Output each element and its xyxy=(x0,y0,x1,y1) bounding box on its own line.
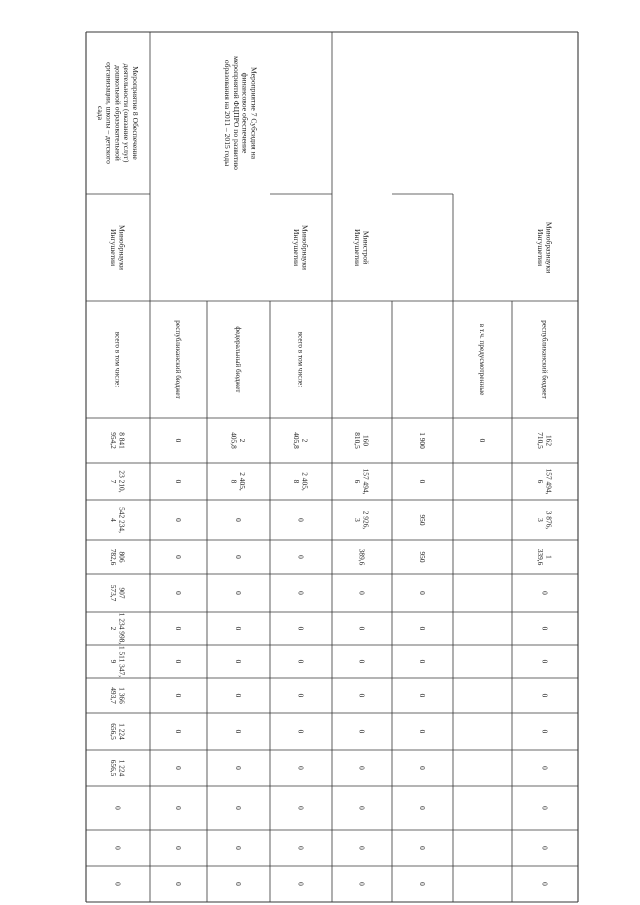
value-cell xyxy=(109,760,127,777)
value-cell-line: 0 xyxy=(173,518,183,522)
value-cell-line: 1 224 xyxy=(117,759,127,777)
value-cell xyxy=(234,660,243,664)
value-cell-line: 0 xyxy=(357,693,367,698)
value-cell-line: 573,7 xyxy=(109,584,119,602)
value-cell-line: 23 210, xyxy=(117,470,127,493)
value-cell-line: 0 xyxy=(540,591,550,595)
source-text-line: федеральный бюджет xyxy=(233,326,242,393)
value-cell xyxy=(113,882,122,886)
value-cell xyxy=(174,627,183,631)
value-cell xyxy=(357,730,366,734)
value-cell-line: 0 xyxy=(417,806,427,810)
value-cell-line: 656,5 xyxy=(109,759,119,777)
value-cell-line: 405,8 xyxy=(229,432,239,449)
value-cell xyxy=(234,730,243,734)
value-cell xyxy=(418,694,427,698)
value-cell-line: 8 xyxy=(292,479,302,484)
value-cell xyxy=(113,806,122,810)
source-text-line: в т.ч. предусмотренные xyxy=(477,323,486,396)
value-cell-line: 160 xyxy=(361,434,371,447)
value-cell xyxy=(418,882,427,886)
value-cell-line: 0 xyxy=(233,626,243,631)
source-text xyxy=(540,320,548,399)
value-cell-line: 0 xyxy=(233,659,243,664)
value-cell xyxy=(296,555,305,559)
value-cell-line: 0 xyxy=(173,555,183,559)
value-cell-line: 0 xyxy=(296,766,306,770)
value-cell xyxy=(234,555,243,559)
value-cell-line: 954,2 xyxy=(109,432,119,449)
value-cell-line: 2 xyxy=(238,438,248,443)
value-cell-line: 0 xyxy=(296,591,306,595)
value-cell-line: 8 xyxy=(229,479,239,484)
value-cell xyxy=(536,432,554,449)
value-cell-line: 0 xyxy=(417,846,427,850)
measure-text xyxy=(223,56,258,170)
value-cell-line: 950 xyxy=(417,514,427,526)
value-cell-line: 3 xyxy=(536,518,546,522)
value-cell-line: 1 511 347, xyxy=(117,645,127,678)
value-cell-line: 2 405, xyxy=(300,472,310,491)
executor-text-line: Минобрнауки xyxy=(117,225,127,270)
value-cell-line: 0 xyxy=(173,766,183,770)
value-cell-line: 157 494, xyxy=(544,468,554,495)
value-cell-line: 1 xyxy=(544,555,554,559)
value-cell-line: 1 900 xyxy=(417,432,427,449)
value-cell-line: 405,8 xyxy=(292,432,302,449)
value-cell xyxy=(174,730,183,734)
value-cell xyxy=(357,882,366,886)
value-cell xyxy=(109,613,127,645)
value-cell xyxy=(296,730,305,734)
value-cell-line: 0 xyxy=(233,555,243,559)
value-cell-line: 2 xyxy=(109,626,119,631)
value-cell-line: 0 xyxy=(173,693,183,698)
value-cell xyxy=(296,882,305,886)
measure-text-line: образования на 2011 – 2015 годы xyxy=(223,59,233,167)
value-cell-line: 0 xyxy=(417,591,427,595)
value-cell-line: 389,6 xyxy=(357,548,367,566)
value-cell-line: 0 xyxy=(417,729,427,734)
value-cell-line: 0 xyxy=(357,846,367,850)
value-cell-line: 0 xyxy=(357,591,367,595)
value-cell-line: 710,5 xyxy=(536,432,546,449)
value-cell xyxy=(536,469,554,495)
measure-text-line: дошкольной образовательной xyxy=(113,65,123,161)
value-cell xyxy=(418,480,427,484)
value-cell xyxy=(174,882,183,886)
measure-text-line: мероприятий ФЦПРО по развитию xyxy=(231,56,241,170)
value-cell-line: 0 xyxy=(296,518,306,522)
value-cell-line: 2 xyxy=(300,438,310,443)
value-cell-line: 6 xyxy=(353,479,363,484)
value-cell xyxy=(418,660,427,664)
value-cell xyxy=(418,846,427,850)
value-cell-line: 0 xyxy=(173,882,183,886)
value-cell xyxy=(174,555,183,559)
value-cell xyxy=(174,518,183,522)
value-cell-line: 0 xyxy=(417,659,427,664)
executor-text-line: Минстрой xyxy=(361,230,371,265)
value-cell-line: 950 xyxy=(417,551,427,563)
value-cell-line: 4 xyxy=(109,518,119,522)
value-cell-line: 0 xyxy=(233,766,243,770)
value-cell-line: 0 xyxy=(233,518,243,522)
measure-text-line: деятельности (оказание услуг) xyxy=(122,63,132,163)
value-cell-line: 0 xyxy=(233,846,243,850)
value-cell-line: 0 xyxy=(113,846,123,850)
value-cell-line: 0 xyxy=(357,766,367,770)
value-cell xyxy=(234,806,243,810)
executor-text-line: Ингушетии xyxy=(352,228,362,267)
value-cell xyxy=(353,511,371,530)
value-cell-line: 810,5 xyxy=(353,432,363,449)
value-cell xyxy=(234,882,243,886)
value-cell-line: 806 xyxy=(117,551,127,563)
value-cell xyxy=(418,432,427,449)
value-cell-line: 907 xyxy=(117,587,127,599)
measure-text-line: финансовое обеспечение xyxy=(240,72,250,154)
value-cell-line: 0 xyxy=(113,806,123,810)
source-text xyxy=(296,332,304,387)
executor-text xyxy=(109,225,127,270)
executor-text xyxy=(353,229,371,266)
source-text-line: республиканский бюджет xyxy=(540,320,549,399)
value-cell-line: 0 xyxy=(417,479,427,484)
value-cell xyxy=(357,660,366,664)
value-cell xyxy=(174,806,183,810)
value-cell xyxy=(296,518,305,522)
value-cell xyxy=(418,514,427,525)
value-cell xyxy=(540,694,549,698)
value-cell-line: 2 405, xyxy=(238,472,248,491)
value-cell xyxy=(357,591,366,595)
value-cell-line: 7 xyxy=(109,479,119,484)
value-cell xyxy=(174,766,183,770)
value-cell-line: 0 xyxy=(173,479,183,484)
value-cell xyxy=(296,694,305,698)
value-cell xyxy=(109,507,127,533)
value-cell xyxy=(234,518,243,522)
value-cell-line: 0 xyxy=(296,693,306,698)
value-cell-line: 0 xyxy=(173,438,183,443)
value-cell xyxy=(109,723,127,740)
value-cell-line: 0 xyxy=(540,766,550,770)
value-cell xyxy=(174,591,183,595)
value-cell-line: 0 xyxy=(540,626,550,631)
value-cell-line: 0 xyxy=(540,806,550,810)
value-cell xyxy=(174,439,183,443)
value-cell-line: 0 xyxy=(233,729,243,734)
value-cell xyxy=(234,846,243,850)
source-text xyxy=(234,326,242,393)
value-cell xyxy=(234,766,243,770)
measure-text-line: сада xyxy=(95,105,105,121)
value-cell-line: 1 224 xyxy=(117,723,127,740)
value-cell-line: 493,7 xyxy=(109,687,119,704)
measure-text-line: организации, школы – детского xyxy=(104,62,114,164)
value-cell-line: 0 xyxy=(173,591,183,595)
value-cell xyxy=(357,766,366,770)
value-cell-line: 3 876, xyxy=(544,510,554,530)
value-cell xyxy=(357,627,366,631)
source-text-line: республиканский бюджет xyxy=(173,320,182,399)
value-cell-line: 0 xyxy=(357,806,367,810)
measure-text-line: Мероприятие 7 Субсидия на xyxy=(249,66,259,160)
value-cell-line: 0 xyxy=(296,846,306,850)
value-cell xyxy=(296,627,305,631)
value-cell-line: 0 xyxy=(417,626,427,631)
measure-text-line: Мероприятие 8 Обеспечение xyxy=(130,66,140,160)
value-cell xyxy=(536,511,554,530)
value-cell-line: 0 xyxy=(540,846,550,850)
value-cell-line: 339,6 xyxy=(536,548,546,566)
value-cell xyxy=(230,472,248,491)
executor-text-line: Ингушетии xyxy=(535,228,545,267)
value-cell-line: 9 xyxy=(109,659,119,664)
value-cell xyxy=(418,591,427,595)
value-cell xyxy=(418,627,427,631)
value-cell-line: 0 xyxy=(357,729,367,734)
value-cell-line: 0 xyxy=(417,766,427,770)
value-cell xyxy=(418,551,427,562)
executor-text xyxy=(292,225,310,270)
value-cell-line: 0 xyxy=(233,693,243,698)
value-cell-line: 0 xyxy=(477,438,487,443)
value-cell-line: 1 234 998, xyxy=(117,612,127,645)
value-cell-line: 3 xyxy=(353,518,363,522)
value-cell xyxy=(109,432,127,449)
value-cell-line: 0 xyxy=(296,659,306,664)
value-cell-line: 0 xyxy=(173,806,183,810)
value-cell-line: 0 xyxy=(417,693,427,698)
value-cell xyxy=(540,882,549,886)
executor-text-line: Минобрнауки xyxy=(300,225,310,270)
source-text-line: всего в том числе: xyxy=(296,331,305,388)
value-cell xyxy=(234,694,243,698)
value-cell xyxy=(357,846,366,850)
value-cell-line: 1 366 xyxy=(117,687,127,704)
executor-text-line: Ингушетии xyxy=(291,228,301,267)
measure-text xyxy=(96,62,140,164)
value-cell xyxy=(296,766,305,770)
value-cell xyxy=(540,627,549,631)
value-cell xyxy=(353,469,371,495)
value-cell xyxy=(357,549,366,566)
value-cell xyxy=(418,730,427,734)
value-cell-line: 782,6 xyxy=(109,548,119,566)
value-cell-line: 0 xyxy=(417,882,427,886)
value-cell xyxy=(292,432,310,449)
value-cell-line: 0 xyxy=(357,659,367,664)
value-cell xyxy=(418,766,427,770)
value-cell xyxy=(296,846,305,850)
value-cell-line: 0 xyxy=(296,555,306,559)
value-cell-line: 0 xyxy=(296,626,306,631)
value-cell xyxy=(540,730,549,734)
value-cell xyxy=(234,591,243,595)
value-cell-line: 8 841 xyxy=(117,432,127,449)
value-cell xyxy=(418,806,427,810)
executor-text-line: Минобразнауки xyxy=(544,221,554,274)
value-cell-line: 0 xyxy=(540,693,550,698)
value-cell xyxy=(478,439,487,443)
source-text xyxy=(478,324,486,396)
value-cell xyxy=(109,687,127,704)
value-cell-line: 0 xyxy=(357,882,367,886)
value-cell-line: 0 xyxy=(540,882,550,886)
value-cell-line: 0 xyxy=(296,882,306,886)
value-cell-line: 542 234, xyxy=(117,507,127,533)
value-cell-line: 0 xyxy=(173,729,183,734)
value-cell xyxy=(109,646,127,677)
value-cell-line: 0 xyxy=(296,729,306,734)
value-cell xyxy=(109,470,127,492)
value-cell-line: 2 926, xyxy=(361,510,371,530)
value-cell xyxy=(357,806,366,810)
value-cell xyxy=(174,694,183,698)
value-cell-line: 0 xyxy=(233,591,243,595)
value-cell-line: 0 xyxy=(113,882,123,886)
value-cell xyxy=(296,591,305,595)
value-cell xyxy=(234,627,243,631)
value-cell xyxy=(113,846,122,850)
value-cell xyxy=(109,549,127,566)
value-cell xyxy=(353,432,371,449)
executor-text-line: Ингушетии xyxy=(108,228,118,267)
value-cell xyxy=(109,585,127,602)
value-cell-line: 0 xyxy=(357,626,367,631)
value-cell-line: 0 xyxy=(540,659,550,664)
value-cell-line: 6 xyxy=(536,479,546,484)
value-cell-line: 0 xyxy=(173,626,183,631)
value-cell xyxy=(540,766,549,770)
source-text xyxy=(174,320,182,399)
value-cell xyxy=(296,660,305,664)
value-cell xyxy=(174,846,183,850)
value-cell xyxy=(174,480,183,484)
value-cell xyxy=(292,472,310,491)
source-text xyxy=(113,332,121,387)
value-cell xyxy=(540,846,549,850)
value-cell-line: 0 xyxy=(173,846,183,850)
value-cell xyxy=(230,432,248,449)
value-cell-line: 0 xyxy=(233,882,243,886)
value-cell xyxy=(540,806,549,810)
value-cell-line: 0 xyxy=(540,729,550,734)
value-cell-line: 157 494, xyxy=(361,468,371,495)
value-cell-line: 656,5 xyxy=(109,723,119,740)
value-cell-line: 0 xyxy=(173,659,183,664)
value-cell xyxy=(536,549,554,566)
executor-text xyxy=(536,222,554,273)
value-cell-line: 0 xyxy=(233,806,243,810)
value-cell-line: 0 xyxy=(296,806,306,810)
value-cell-line: 162 xyxy=(544,434,554,447)
source-text-line: всего в том числе: xyxy=(113,331,122,388)
value-cell xyxy=(540,591,549,595)
value-cell xyxy=(174,660,183,664)
value-cell xyxy=(357,694,366,698)
value-cell xyxy=(296,806,305,810)
value-cell xyxy=(540,660,549,664)
